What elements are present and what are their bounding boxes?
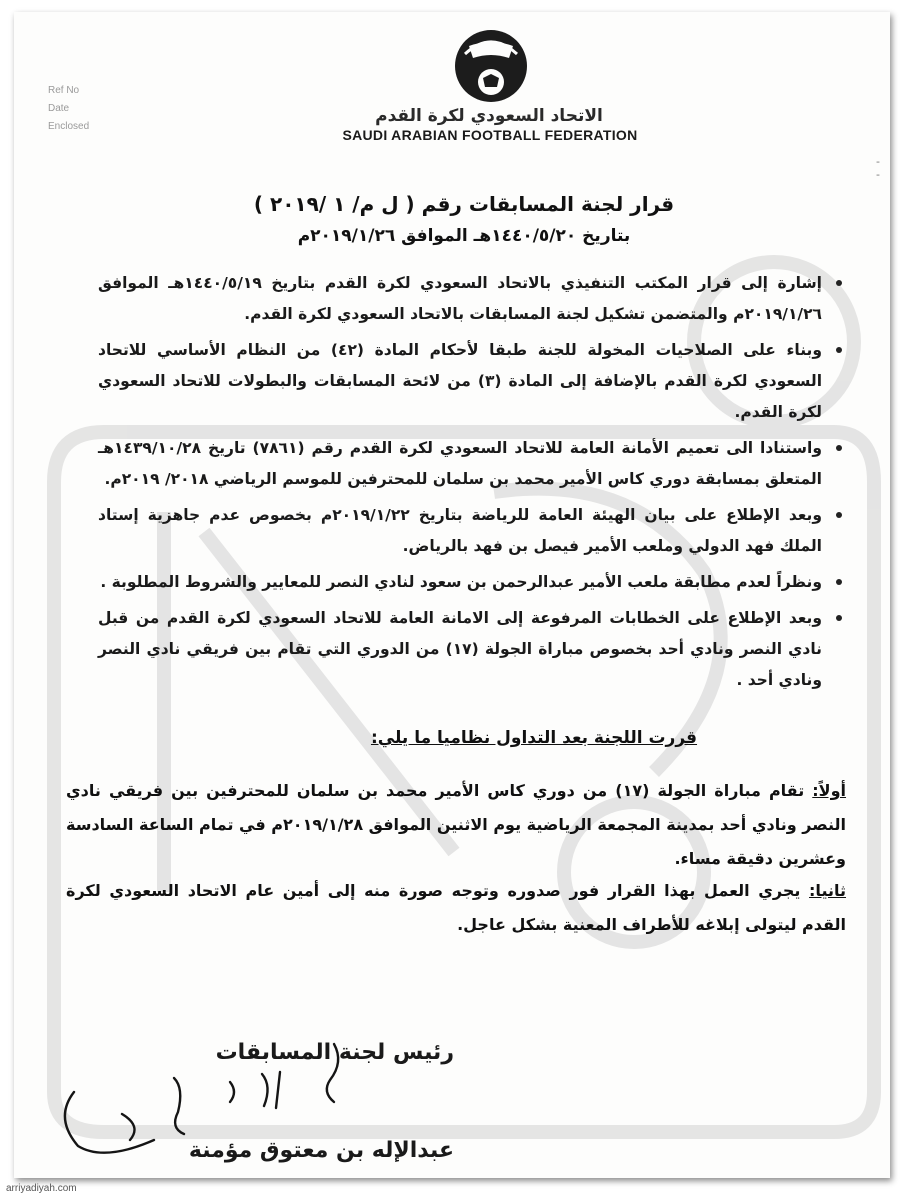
decision-first-lead: أولاً:: [812, 781, 847, 800]
bullet-icon: [836, 615, 842, 621]
bullet-icon: [836, 579, 842, 585]
date-label: Date: [48, 103, 70, 114]
signer-name: عبدالإله بن معتوق مؤمنة: [188, 1138, 454, 1163]
preamble-item: وبعد الإطلاع على الخطابات المرفوعة إلى الامانة العامة للاتحاد السعودي لكرة القدم من قبل نادي النصر ونادي أحد بخصوص مباراة الجولة (١٧) من الدوري التي تقام بين فريقي نادي النصر ونادي أحد .: [98, 603, 842, 696]
preamble-item: وبعد الإطلاع على بيان الهيئة العامة للرياضة بتاريخ ٢٠١٩/١/٢٢م بخصوص عدم جاهزية إستاد الملك فهد الدولي وملعب الأمير فيصل بن فهد بالرياض.: [98, 500, 842, 562]
decision-second-text: يجري العمل بهذا القرار فور صدوره وتوجه صورة منه إلى أمين عام الاتحاد السعودي لكرة القدم ليتولى إبلاغه للأطراف المعنية بشكل عاجل.: [66, 881, 846, 934]
bullet-icon: [836, 445, 842, 451]
preamble-list: [98, 268, 842, 701]
federation-logo: [439, 24, 543, 108]
bullet-icon: [836, 347, 842, 353]
decision-second: [66, 874, 846, 942]
reference-labels: [48, 82, 89, 136]
federation-name-english: SAUDI ARABIAN FOOTBALL FEDERATION: [342, 127, 638, 143]
decision-date: بتاريخ ١٤٤٠/٥/٢٠هـ الموافق ٢٠١٩/١/٢٦م: [297, 226, 631, 246]
decision-title: قرار لجنة المسابقات رقم ( ل م/ ١ /٢٠١٩ ): [253, 192, 675, 216]
preamble-item: واستنادا الى تعميم الأمانة العامة للاتحاد السعودي لكرة القدم رقم (٧٨٦١) تاريخ ١٤٣٩/١٠/٢٨هـ المتعلق بمسابقة دوري كاس الأمير محمد بن سلمان للمحترفين للموسم الرياضي ٢٠١٨/ ٢٠١٩م.: [98, 433, 842, 495]
letter-page: [14, 12, 890, 1178]
bullet-icon: [836, 280, 842, 286]
corner-marks: - -: [876, 155, 881, 181]
decision-first-text: تقام مباراة الجولة (١٧) من دوري كاس الأمير محمد بن سلمان للمحترفين بين فريقي نادي النصر ونادي أحد بمدينة المجمعة الرياضية يوم الاثنين الموافق ٢٠١٩/١/٢٨م في تمام الساعة السادسة وعشرين دقيقة مساء.: [66, 781, 846, 868]
enclosed-label: Enclosed: [48, 121, 90, 132]
ref-no-label: Ref No: [48, 85, 80, 96]
preamble-item: ونظراً لعدم مطابقة ملعب الأمير عبدالرحمن بن سعود لنادي النصر للمعايير والشروط المطلوبة .: [98, 567, 842, 598]
preamble-item: إشارة إلى قرار المكتب التنفيذي بالاتحاد السعودي لكرة القدم بتاريخ ١٤٤٠/٥/١٩هـ الموافق ٢٠١٩/١/٢٦م والمتضمن تشكيل لجنة المسابقات بالاتحاد السعودي لكرة القدم.: [98, 268, 842, 330]
bullet-icon: [836, 512, 842, 518]
decided-heading: قررت اللجنة بعد التداول نظاميا ما يلي:: [370, 728, 698, 748]
federation-name-arabic: الاتحاد السعودي لكرة القدم: [375, 106, 603, 126]
source-credit: arriyadiyah.com: [6, 1183, 77, 1194]
decision-second-lead: ثانيا:: [809, 881, 846, 900]
decision-first: [66, 774, 846, 876]
signer-title: رئيس لجنة المسابقات: [215, 1040, 454, 1065]
preamble-item: وبناء على الصلاحيات المخولة للجنة طبقا لأحكام المادة (٤٢) من النظام الأساسي للاتحاد السعودي لكرة القدم بالإضافة إلى المادة (٣) من لائحة المسابقات والبطولات للاتحاد السعودي لكرة القدم.: [98, 335, 842, 428]
